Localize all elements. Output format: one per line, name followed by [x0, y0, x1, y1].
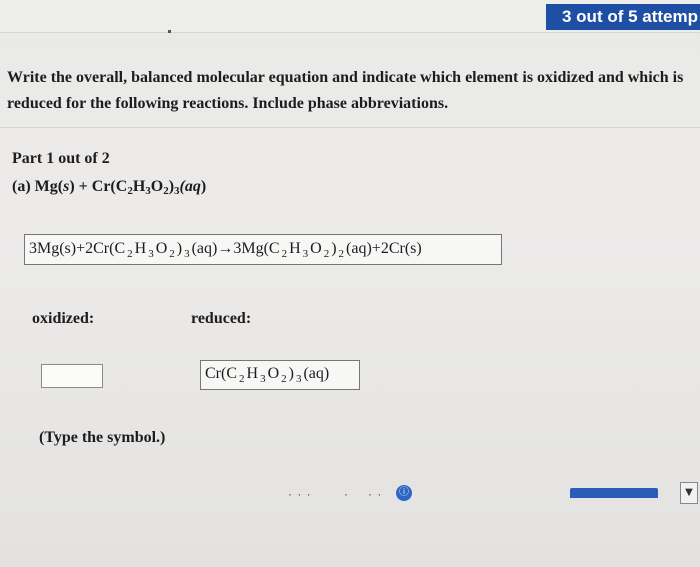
part-label: Part 1 out of 2 — [12, 150, 110, 167]
answer-subscript: 2 — [169, 248, 175, 260]
equation-answer-field[interactable] — [24, 234, 502, 265]
answer-subscript: 2 — [239, 373, 245, 385]
answer-text: O — [310, 240, 322, 257]
subscript: 2 — [163, 185, 169, 197]
reaction-text: ) — [168, 178, 175, 195]
answer-text: (aq) — [303, 365, 330, 382]
reaction-phase: (aq — [179, 178, 201, 195]
help-icon[interactable]: ⓘ — [396, 485, 412, 501]
answer-text: (aq)+2Cr(s) — [346, 240, 422, 257]
footer-dots: · · — [368, 487, 383, 501]
answer-text: (aq)→3Mg(C — [191, 240, 280, 257]
reaction-text: O — [150, 178, 164, 195]
answer-text: H — [289, 240, 301, 257]
reaction-text: (a) Mg( — [12, 178, 64, 195]
part-a-reaction — [12, 178, 206, 197]
answer-text: Cr(C — [205, 365, 237, 382]
answer-subscript: 3 — [295, 373, 302, 385]
footer-dots: · — [344, 487, 349, 501]
reaction-text: ) + Cr(C — [69, 178, 128, 195]
divider — [0, 127, 700, 128]
oxidized-input[interactable] — [41, 364, 103, 388]
answer-text: H — [246, 365, 259, 382]
answer-subscript: 2 — [323, 248, 330, 260]
answer-subscript: 3 — [148, 248, 154, 260]
reaction-text: ) — [200, 178, 207, 195]
answer-text: H — [134, 240, 147, 257]
reduced-answer-field[interactable] — [200, 360, 360, 390]
answer-text: ) — [288, 365, 294, 382]
answer-subscript: 2 — [281, 248, 288, 260]
reaction-phase: s — [63, 178, 70, 195]
answer-subscript: 2 — [281, 373, 287, 385]
footer-dots: · · · — [288, 487, 312, 501]
scroll-down-icon[interactable]: ▼ — [680, 482, 698, 504]
answer-text: 3Mg(s)+2Cr(C — [29, 240, 126, 257]
next-button[interactable] — [570, 488, 658, 498]
subscript: 3 — [145, 185, 151, 197]
answer-subscript: 2 — [127, 248, 133, 260]
answer-text: O — [155, 240, 168, 257]
answer-text: ) — [176, 240, 183, 257]
attempts-counter: 3 out of 5 attemp — [546, 4, 700, 30]
hint-text: (Type the symbol.) — [39, 429, 166, 446]
answer-subscript: 3 — [302, 248, 309, 260]
subscript: 2 — [127, 185, 133, 197]
tick-mark — [168, 30, 171, 33]
reaction-text: H — [132, 178, 146, 195]
answer-subscript: 3 — [184, 248, 190, 260]
oxidized-label: oxidized: — [32, 310, 95, 327]
answer-text: ) — [331, 240, 337, 257]
answer-text: O — [267, 365, 280, 382]
answer-subscript: 2 — [338, 248, 345, 260]
reduced-label: reduced: — [191, 310, 252, 327]
answer-subscript: 3 — [260, 373, 266, 385]
question-text: Write the overall, balanced molecular equation and indicate which element is oxidized and which is reduced for the following reactions. Include phase abbreviations. — [7, 69, 684, 112]
subscript: 3 — [174, 185, 180, 197]
